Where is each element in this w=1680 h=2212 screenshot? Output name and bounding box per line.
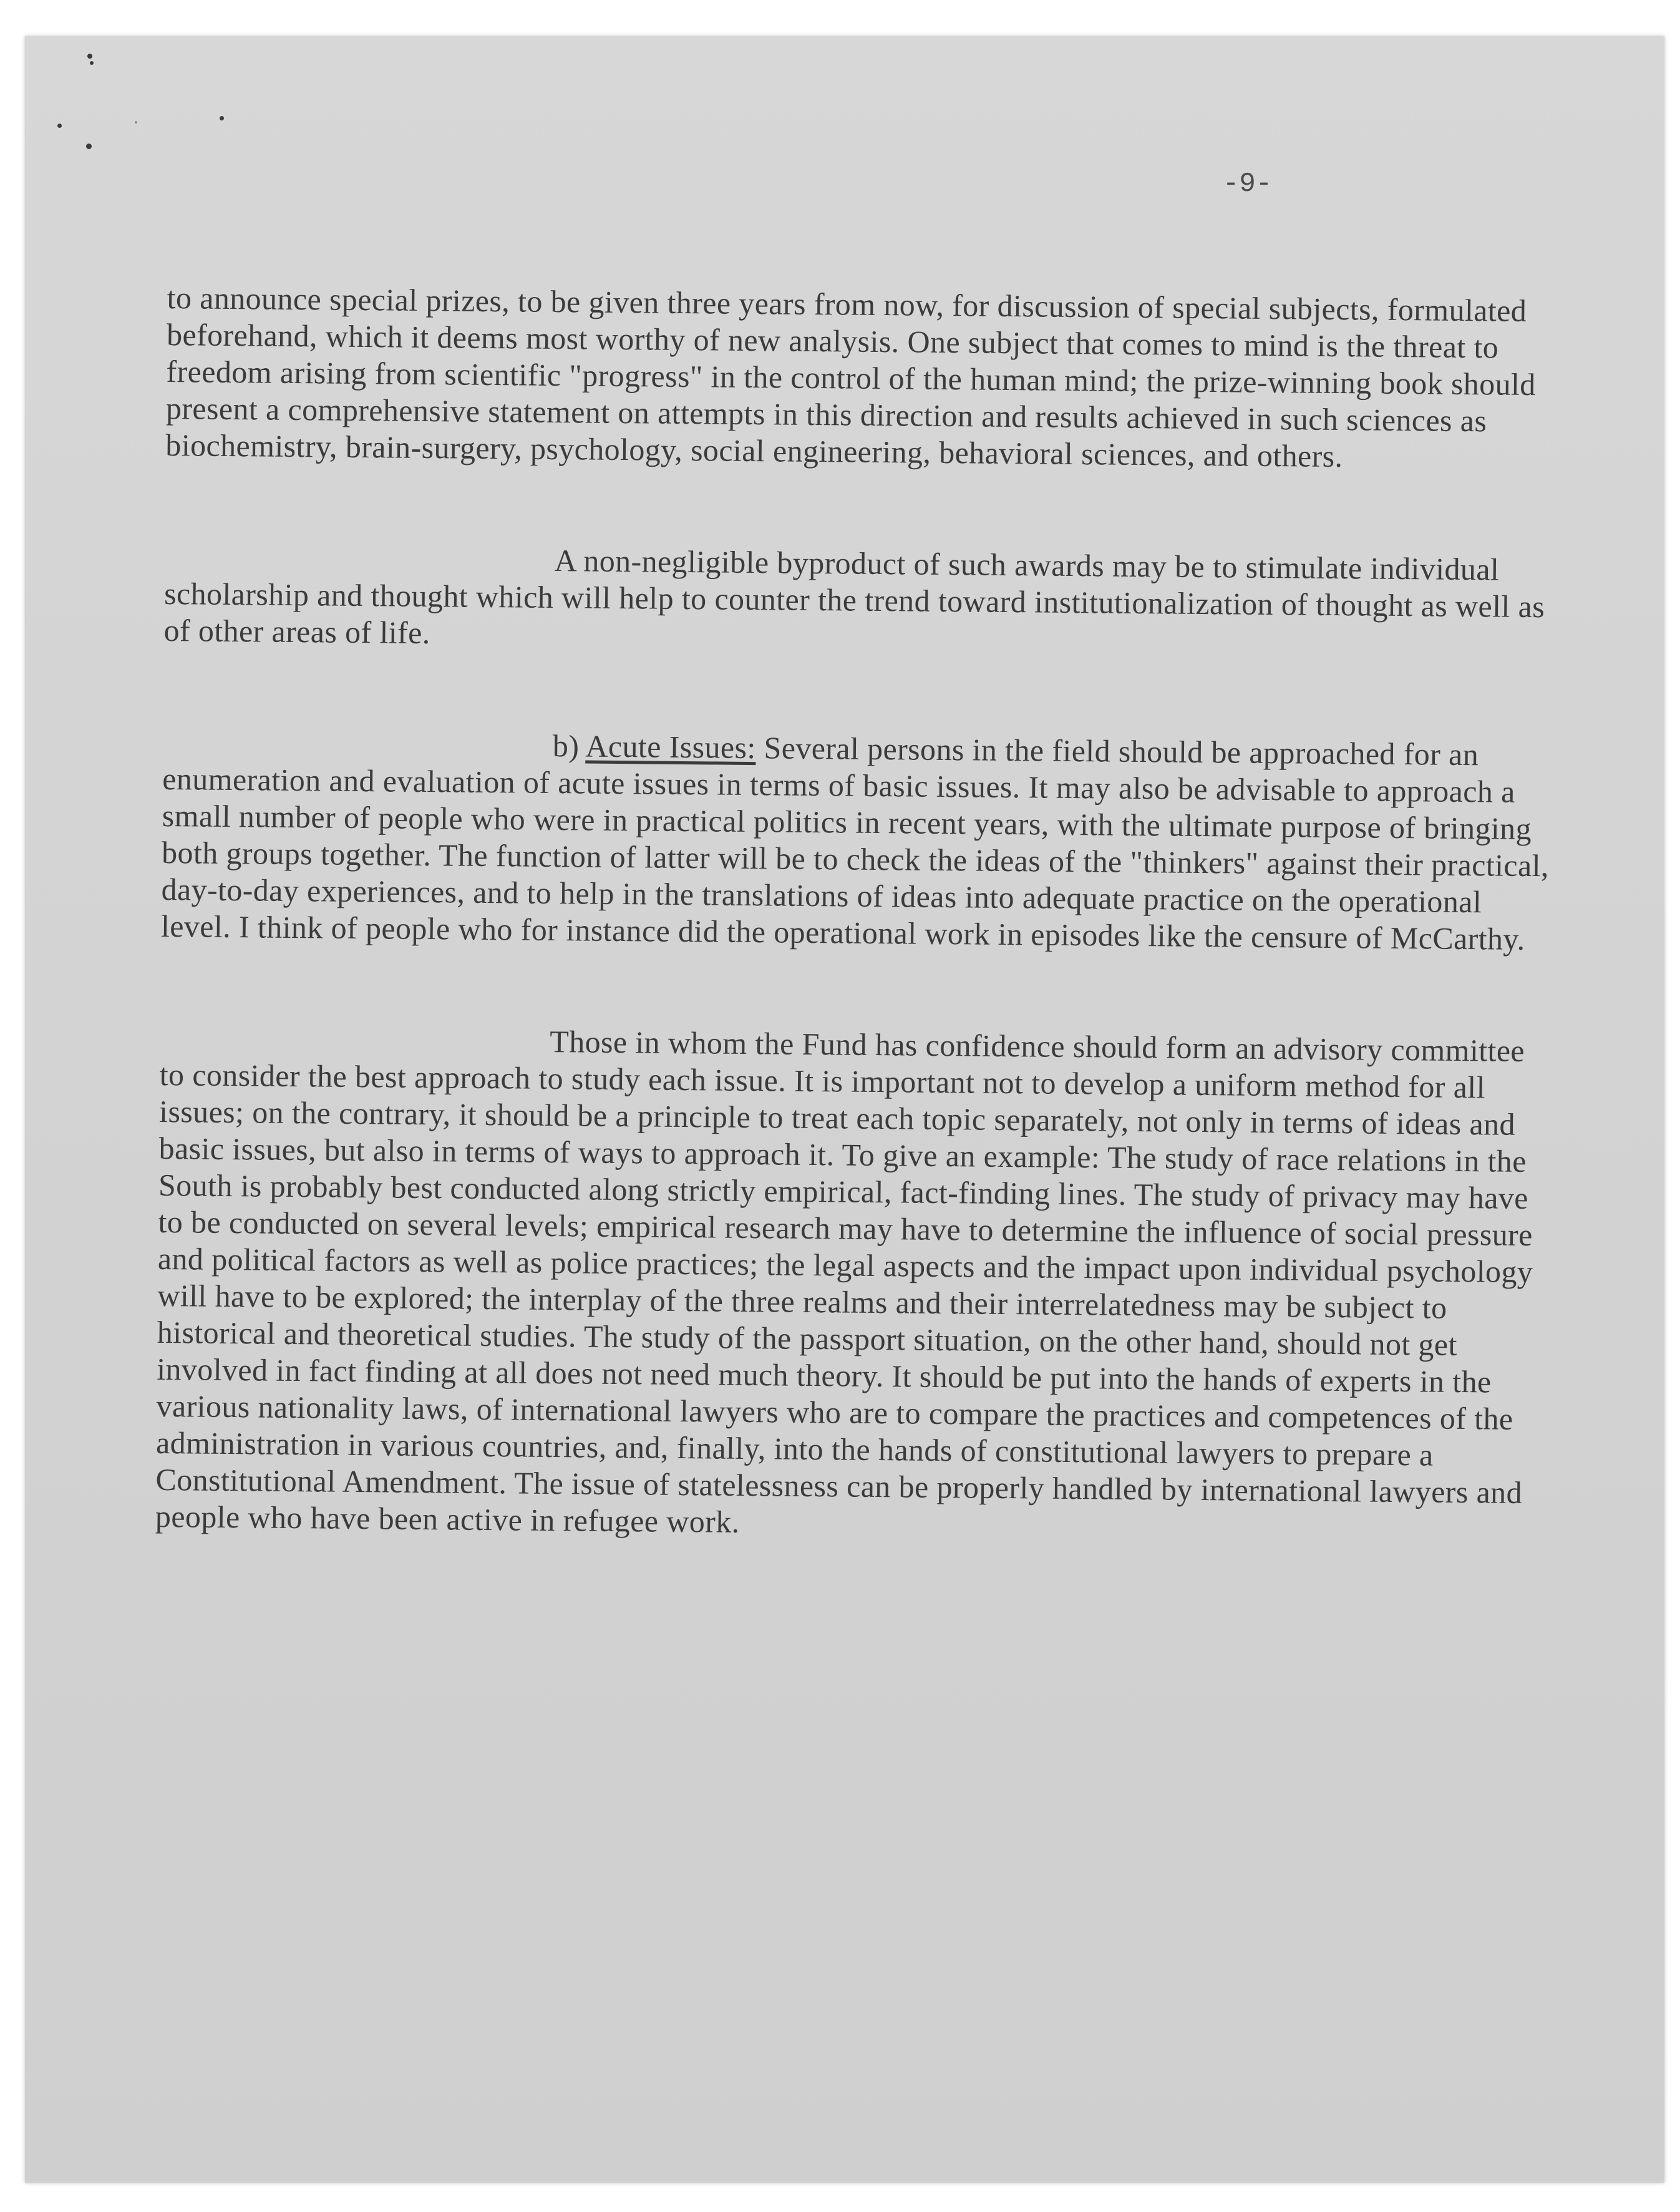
paper-speck xyxy=(90,61,94,65)
paper-speck xyxy=(220,116,224,120)
paper-speck xyxy=(87,54,92,59)
paper-speck xyxy=(57,124,62,128)
paragraph-indent xyxy=(163,753,553,756)
paragraph-text: Those in whom the Fund has confidence should form an advisory committee to consider the best approach to study each issue. It is important not to develop a uniform method for all issues; on the contrary, it should be a principle to treat each topic separately, not only in terms of ideas and basic issues, but also in terms of ways to approach it. To give an example: The study of race relations in the South is probably best conducted along strictly empirical, fact-finding lines. The study of privacy may have to be conducted on several levels; empirical research may have to determine the influence of social pressure and political factors as well as police practices; the legal aspects and the impact upon individual psychology will have to be explored; the interplay of the three realms and their interrelatedness may be subject to historical and theoretical studies. The study of the passport situation, on the other hand, should not get involved in fact finding at all does not need much theory. It should be put into the hands of experts in the various nationality laws, of international lawyers who are to compare the practices and competences of the administration in various countries, and, finally, into the hands of constitutional lawyers to prepare a Constitutional Amendment. The issue of statelessness can be properly handled by international lawyers and people who have been active in refugee work. xyxy=(155,1023,1533,1539)
page-number: -9- xyxy=(1223,168,1273,200)
paragraph-acute-issues xyxy=(161,724,1554,958)
paragraph-byproduct xyxy=(163,538,1556,662)
paragraph-indent xyxy=(165,567,555,571)
paragraph-prizes xyxy=(165,280,1558,477)
paragraph-advisory-committee xyxy=(155,1020,1551,1548)
paper-speck xyxy=(135,121,137,124)
document-body xyxy=(155,280,1558,1548)
paragraph-indent xyxy=(160,1048,550,1052)
section-heading: Acute Issues: xyxy=(585,728,756,766)
section-prefix: b) xyxy=(552,728,580,764)
paragraph-text: A non-negligible byproduct of such awards may be to stimulate individual scholarship and thought which will help to counter the trend toward institutionalization of thought as well as of other areas of life. xyxy=(163,542,1545,651)
paragraph-text: to announce special prizes, to be given three years from now, for discussion of special subjects, formulated beforehand, which it deems most worthy of new analysis. One subject that comes to mind is the threat to freedom arising from scientific "progress" in the control of the human mind; the prize-winning book should present a comprehensive statement on attempts in this direction and results achieved in such sciences as biochemistry, brain-surgery, psychology, social engineering, behavioral sciences, and others. xyxy=(165,280,1536,474)
paragraph-text: Several persons in the field should be approached for an enumeration and evaluation of acute issues in terms of basic issues. It may also be advisable to approach a small number of people who were in practical politics in recent years, with the ultimate purpose of bringing both groups together. The function of latter will be to check the ideas of the "thinkers" against their practical, day-to-day experiences, and to help in the translations of ideas into adequate practice on the operational level. I think of people who for instance did the operational work in episodes like the censure of McCarthy. xyxy=(160,730,1550,957)
paper-speck xyxy=(86,144,92,149)
